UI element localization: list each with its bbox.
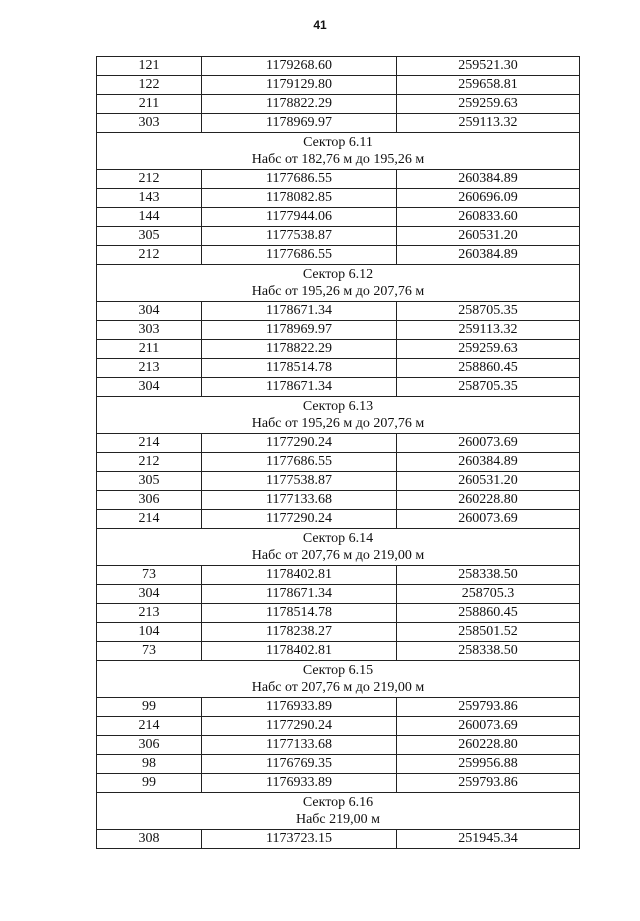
y-coordinate-cell: 260073.69 [397, 510, 580, 529]
sector-header-cell [97, 661, 580, 698]
table-row [97, 830, 580, 849]
point-id-cell: 304 [97, 302, 202, 321]
y-coordinate-cell: 260531.20 [397, 227, 580, 246]
table-row [97, 95, 580, 114]
x-coordinate-cell: 1177538.87 [202, 227, 397, 246]
table-row [97, 566, 580, 585]
table-row [97, 246, 580, 265]
point-id-cell: 305 [97, 472, 202, 491]
sector-header-row [97, 265, 580, 302]
table-row [97, 57, 580, 76]
table-row [97, 472, 580, 491]
y-coordinate-cell: 258338.50 [397, 566, 580, 585]
point-id-cell: 213 [97, 359, 202, 378]
point-id-cell: 121 [97, 57, 202, 76]
point-id-cell: 211 [97, 340, 202, 359]
sector-header-cell [97, 793, 580, 830]
point-id-cell: 214 [97, 717, 202, 736]
point-id-cell: 122 [97, 76, 202, 95]
table-row [97, 340, 580, 359]
coordinates-table-body [97, 57, 580, 849]
x-coordinate-cell: 1177686.55 [202, 170, 397, 189]
sector-header-cell [97, 397, 580, 434]
x-coordinate-cell: 1177133.68 [202, 736, 397, 755]
x-coordinate-cell: 1176933.89 [202, 698, 397, 717]
x-coordinate-cell: 1178082.85 [202, 189, 397, 208]
x-coordinate-cell: 1178969.97 [202, 321, 397, 340]
y-coordinate-cell: 260531.20 [397, 472, 580, 491]
y-coordinate-cell: 258501.52 [397, 623, 580, 642]
point-id-cell: 213 [97, 604, 202, 623]
sector-header-row [97, 793, 580, 830]
point-id-cell: 104 [97, 623, 202, 642]
point-id-cell: 212 [97, 246, 202, 265]
sector-height-range: Набс от 195,26 м до 207,76 м [251, 416, 425, 431]
table-row [97, 76, 580, 95]
point-id-cell: 304 [97, 378, 202, 397]
point-id-cell: 211 [97, 95, 202, 114]
y-coordinate-cell: 259793.86 [397, 774, 580, 793]
coordinates-table [96, 56, 580, 849]
table-row [97, 698, 580, 717]
x-coordinate-cell: 1178671.34 [202, 302, 397, 321]
sector-header-row [97, 133, 580, 170]
table-row [97, 491, 580, 510]
sector-header-row [97, 661, 580, 698]
table-row [97, 510, 580, 529]
x-coordinate-cell: 1178822.29 [202, 95, 397, 114]
y-coordinate-cell: 260696.09 [397, 189, 580, 208]
y-coordinate-cell: 259956.88 [397, 755, 580, 774]
y-coordinate-cell: 258705.35 [397, 302, 580, 321]
table-row [97, 302, 580, 321]
y-coordinate-cell: 260073.69 [397, 717, 580, 736]
table-row [97, 717, 580, 736]
point-id-cell: 143 [97, 189, 202, 208]
x-coordinate-cell: 1178671.34 [202, 378, 397, 397]
table-row [97, 585, 580, 604]
table-row [97, 453, 580, 472]
point-id-cell: 303 [97, 114, 202, 133]
x-coordinate-cell: 1177290.24 [202, 434, 397, 453]
x-coordinate-cell: 1178402.81 [202, 566, 397, 585]
table-row [97, 208, 580, 227]
point-id-cell: 99 [97, 774, 202, 793]
table-row [97, 189, 580, 208]
x-coordinate-cell: 1178671.34 [202, 585, 397, 604]
point-id-cell: 212 [97, 170, 202, 189]
sector-height-range: Набс 219,00 м [295, 812, 381, 827]
x-coordinate-cell: 1177686.55 [202, 453, 397, 472]
x-coordinate-cell: 1177944.06 [202, 208, 397, 227]
sector-name: Сектор 6.12 [302, 267, 374, 282]
table-row [97, 170, 580, 189]
table-row [97, 642, 580, 661]
y-coordinate-cell: 259259.63 [397, 340, 580, 359]
point-id-cell: 303 [97, 321, 202, 340]
point-id-cell: 305 [97, 227, 202, 246]
sector-height-range: Набс от 182,76 м до 195,26 м [251, 152, 425, 167]
table-row [97, 736, 580, 755]
y-coordinate-cell: 258860.45 [397, 604, 580, 623]
y-coordinate-cell: 259113.32 [397, 321, 580, 340]
table-row [97, 114, 580, 133]
y-coordinate-cell: 259658.81 [397, 76, 580, 95]
sector-name: Сектор 6.11 [303, 135, 373, 150]
sector-name: Сектор 6.16 [302, 795, 374, 810]
sector-name: Сектор 6.14 [302, 531, 374, 546]
y-coordinate-cell: 260833.60 [397, 208, 580, 227]
table-row [97, 359, 580, 378]
x-coordinate-cell: 1179268.60 [202, 57, 397, 76]
page-number: 41 [313, 18, 327, 32]
point-id-cell: 144 [97, 208, 202, 227]
y-coordinate-cell: 260384.89 [397, 246, 580, 265]
point-id-cell: 212 [97, 453, 202, 472]
sector-height-range: Набс от 207,76 м до 219,00 м [251, 680, 425, 695]
x-coordinate-cell: 1179129.80 [202, 76, 397, 95]
x-coordinate-cell: 1177290.24 [202, 510, 397, 529]
y-coordinate-cell: 260073.69 [397, 434, 580, 453]
sector-height-range: Набс от 195,26 м до 207,76 м [251, 284, 425, 299]
y-coordinate-cell: 258860.45 [397, 359, 580, 378]
x-coordinate-cell: 1178822.29 [202, 340, 397, 359]
x-coordinate-cell: 1176933.89 [202, 774, 397, 793]
sector-header-row [97, 529, 580, 566]
y-coordinate-cell: 258705.3 [397, 585, 580, 604]
x-coordinate-cell: 1178514.78 [202, 359, 397, 378]
y-coordinate-cell: 258338.50 [397, 642, 580, 661]
table-row [97, 378, 580, 397]
sector-height-range: Набс от 207,76 м до 219,00 м [251, 548, 425, 563]
point-id-cell: 304 [97, 585, 202, 604]
y-coordinate-cell: 260228.80 [397, 736, 580, 755]
y-coordinate-cell: 260228.80 [397, 491, 580, 510]
x-coordinate-cell: 1177133.68 [202, 491, 397, 510]
table-row [97, 774, 580, 793]
x-coordinate-cell: 1178514.78 [202, 604, 397, 623]
point-id-cell: 73 [97, 566, 202, 585]
table-row [97, 604, 580, 623]
point-id-cell: 306 [97, 491, 202, 510]
point-id-cell: 99 [97, 698, 202, 717]
x-coordinate-cell: 1178238.27 [202, 623, 397, 642]
x-coordinate-cell: 1177686.55 [202, 246, 397, 265]
y-coordinate-cell: 258705.35 [397, 378, 580, 397]
y-coordinate-cell: 259113.32 [397, 114, 580, 133]
point-id-cell: 306 [97, 736, 202, 755]
table-row [97, 227, 580, 246]
y-coordinate-cell: 251945.34 [397, 830, 580, 849]
sector-header-cell [97, 265, 580, 302]
y-coordinate-cell: 260384.89 [397, 170, 580, 189]
sector-name: Сектор 6.13 [302, 399, 374, 414]
point-id-cell: 214 [97, 510, 202, 529]
x-coordinate-cell: 1176769.35 [202, 755, 397, 774]
y-coordinate-cell: 260384.89 [397, 453, 580, 472]
x-coordinate-cell: 1177538.87 [202, 472, 397, 491]
y-coordinate-cell: 259259.63 [397, 95, 580, 114]
x-coordinate-cell: 1173723.15 [202, 830, 397, 849]
x-coordinate-cell: 1177290.24 [202, 717, 397, 736]
table-row [97, 321, 580, 340]
sector-header-row [97, 397, 580, 434]
point-id-cell: 73 [97, 642, 202, 661]
point-id-cell: 308 [97, 830, 202, 849]
x-coordinate-cell: 1178402.81 [202, 642, 397, 661]
sector-header-cell [97, 133, 580, 170]
y-coordinate-cell: 259521.30 [397, 57, 580, 76]
point-id-cell: 98 [97, 755, 202, 774]
table-row [97, 755, 580, 774]
point-id-cell: 214 [97, 434, 202, 453]
table-row [97, 623, 580, 642]
x-coordinate-cell: 1178969.97 [202, 114, 397, 133]
sector-name: Сектор 6.15 [302, 663, 374, 678]
table-row [97, 434, 580, 453]
sector-header-cell [97, 529, 580, 566]
y-coordinate-cell: 259793.86 [397, 698, 580, 717]
